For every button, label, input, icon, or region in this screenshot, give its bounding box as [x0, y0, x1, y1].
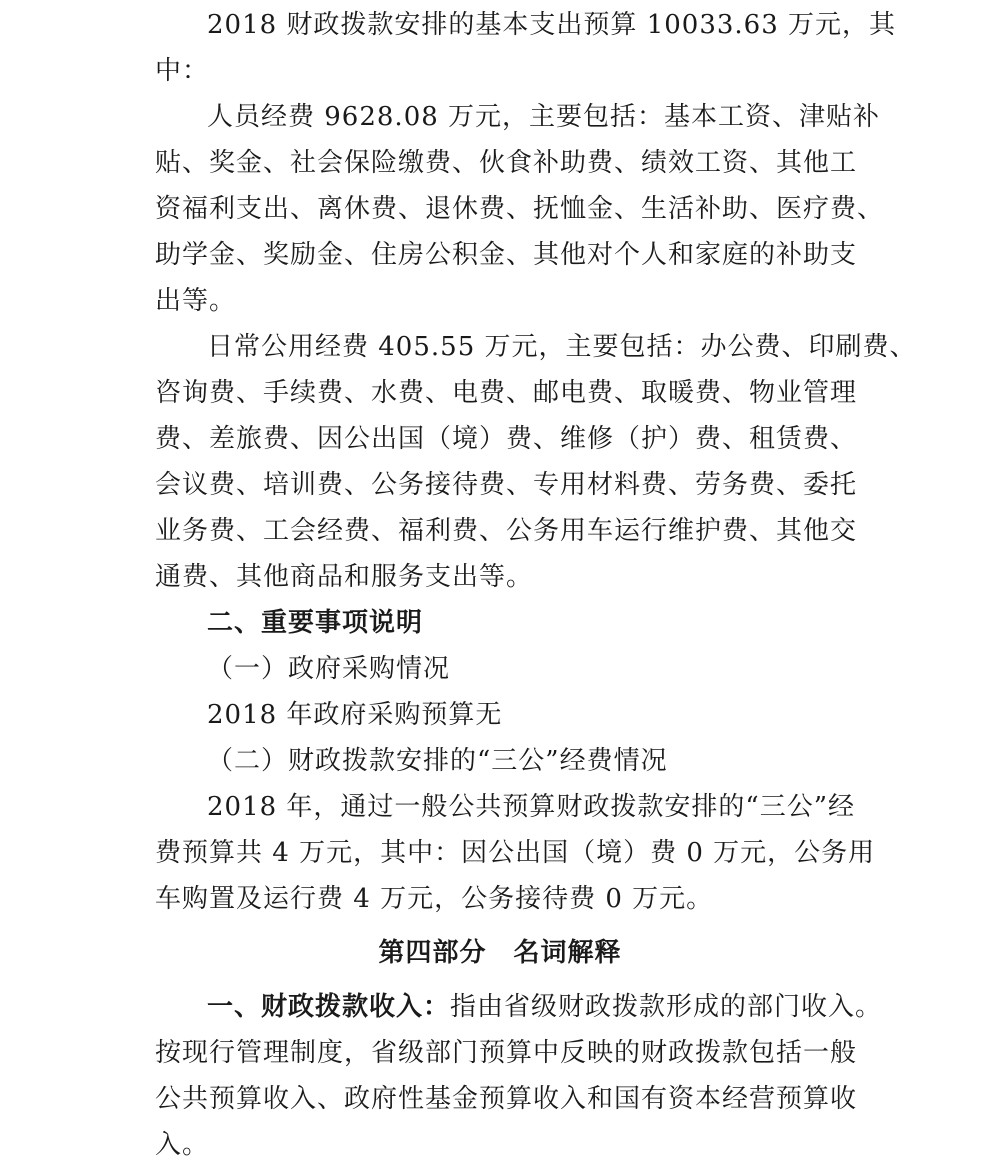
public-expense-line: 咨询费、手续费、水费、电费、邮电费、取暖费、物业管理	[155, 378, 858, 408]
public-expense-line: 通费、其他商品和服务支出等。	[155, 562, 534, 592]
term-definition-line	[155, 992, 883, 1022]
personnel-line: 助学金、奖励金、住房公积金、其他对个人和家庭的补助支	[155, 240, 858, 270]
intro-line: 中：	[155, 56, 210, 86]
subsection-title: （一）政府采购情况	[207, 654, 451, 684]
three-public-line: 2018 年，通过一般公共预算财政拨款安排的“三公”经	[207, 792, 856, 822]
part-heading: 第四部分 名词解释	[378, 938, 622, 968]
public-expense-line: 费、差旅费、因公出国（境）费、维修（护）费、租赁费、	[155, 424, 858, 454]
term-definition-line: 公共预算收入、政府性基金预算收入和国有资本经营预算收	[155, 1084, 858, 1114]
personnel-line: 人员经费 9628.08 万元，主要包括：基本工资、津贴补	[207, 102, 881, 132]
public-expense-line: 会议费、培训费、公务接待费、专用材料费、劳务费、委托	[155, 470, 858, 500]
term-text: 指由省级财政拨款形成的部门收入。	[450, 992, 883, 1022]
personnel-line: 贴、奖金、社会保险缴费、伙食补助费、绩效工资、其他工	[155, 148, 858, 178]
personnel-line: 出等。	[155, 286, 237, 316]
public-expense-line: 日常公用经费 405.55 万元，主要包括：办公费、印刷费、	[207, 332, 917, 362]
personnel-line: 资福利支出、离休费、退休费、抚恤金、生活补助、医疗费、	[155, 194, 885, 224]
term-definition-line: 按现行管理制度，省级部门预算中反映的财政拨款包括一般	[155, 1038, 858, 1068]
three-public-line: 费预算共 4 万元，其中：因公出国（境）费 0 万元，公务用	[155, 838, 876, 868]
term-label: 一、财政拨款收入：	[207, 992, 451, 1022]
public-expense-line: 业务费、工会经费、福利费、公务用车运行维护费、其他交	[155, 516, 858, 546]
term-definition-line: 入。	[155, 1130, 210, 1160]
three-public-line: 车购置及运行费 4 万元，公务接待费 0 万元。	[155, 884, 714, 914]
intro-line: 2018 财政拨款安排的基本支出预算 10033.63 万元，其	[207, 10, 897, 40]
section-title: 二、重要事项说明	[207, 608, 424, 638]
procurement-text: 2018 年政府采购预算无	[207, 700, 503, 730]
subsection-title: （二）财政拨款安排的“三公”经费情况	[207, 746, 668, 776]
